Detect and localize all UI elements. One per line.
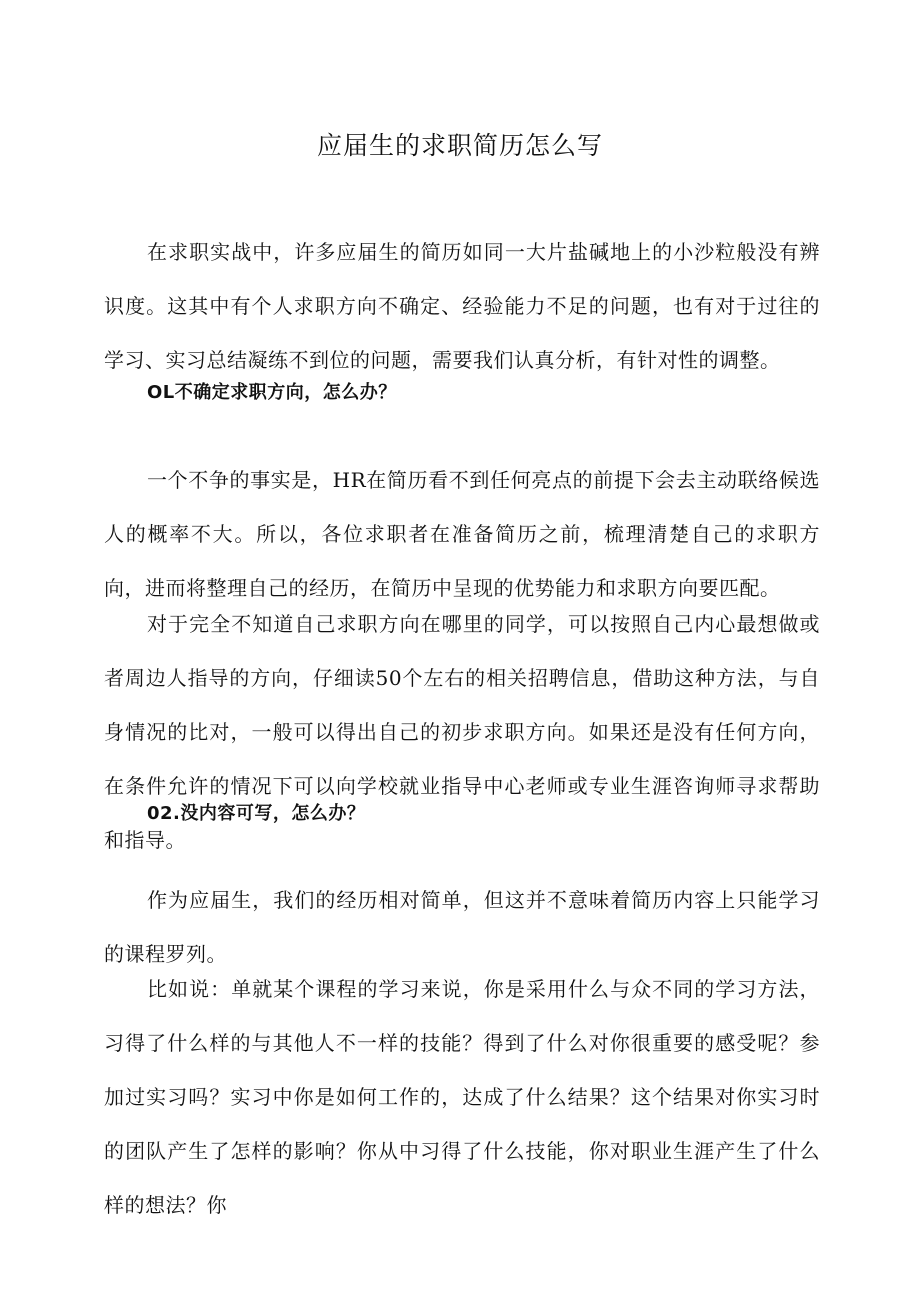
section-heading-content: 02.没内容可写，怎么办？ — [147, 803, 366, 824]
document-title: 应届生的求职简历怎么写 — [316, 131, 603, 160]
section-heading-direction: OL不确定求职方向，怎么办？ — [147, 382, 397, 403]
paragraph-hr-fact: 一个不争的事实是，HR在简历看不到任何亮点的前提下会去主动联络候选人的概率不大。所以，各位求职者在准备简历之前，梳理清楚自己的求职方向，进而将整理自己的经历，在简历中呈现的优势能力和求职方向要匹配。 — [104, 468, 820, 600]
paragraph-example: 比如说：单就某个课程的学习来说，你是采用什么与众不同的学习方法，习得了什么样的与其他人不一样的技能？得到了什么对你很重要的感受呢？参加过实习吗？实习中你是如何工作的，达成了什么结果？这个结果对你实习时的团队产生了怎样的影响？你从中习得了什么技能，你对职业生涯产生了什么样的想法？你 — [104, 977, 820, 1217]
paragraph-experience: 作为应届生，我们的经历相对简单，但这并不意味着简历内容上只能学习的课程罗列。 — [104, 888, 820, 966]
paragraph-direction-advice: 对于完全不知道自己求职方向在哪里的同学，可以按照自己内心最想做或者周边人指导的方向，仔细读50个左右的相关招聘信息，借助这种方法，与自身情况的比对，一般可以得出自己的初步求职方向。如果还是没有任何方向，在条件允许的情况下可以向学校就业指导中心老师或专业生涯咨询师寻求帮助和指导。 — [104, 612, 820, 852]
paragraph-intro: 在求职实战中，许多应届生的简历如同一大片盐碱地上的小沙粒般没有辨识度。这其中有个人求职方向不确定、经验能力不足的问题，也有对于过往的学习、实习总结凝练不到位的问题，需要我们认真分析，有针对性的调整。 — [104, 240, 820, 372]
